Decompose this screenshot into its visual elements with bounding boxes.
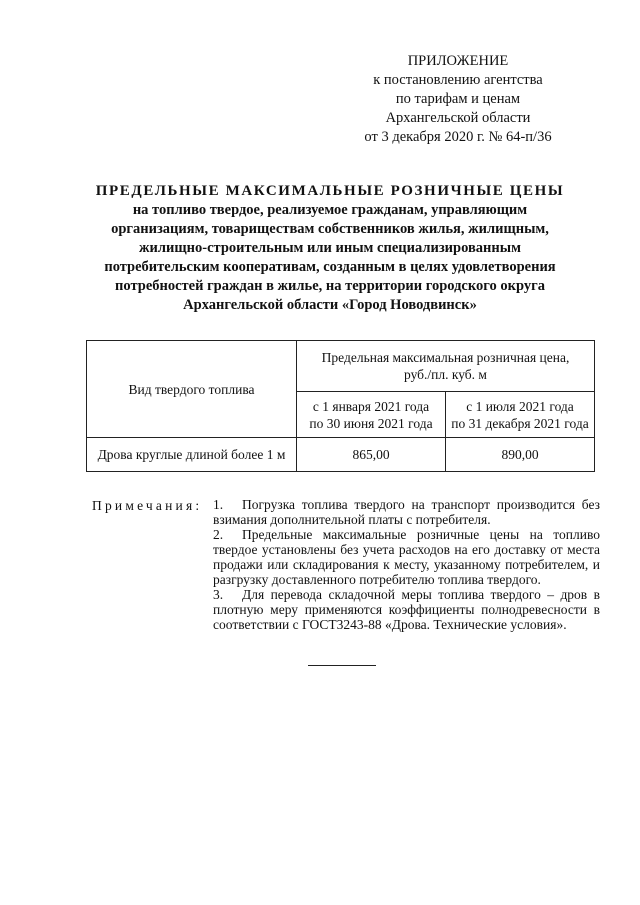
price-cell: 890,00	[446, 438, 595, 472]
end-rule	[308, 665, 376, 666]
document-title	[60, 182, 600, 315]
price-header-line: руб./пл. куб. м	[404, 367, 487, 382]
appendix-line: по тарифам и ценам	[395, 91, 521, 107]
note-item	[213, 497, 600, 527]
note-item	[213, 587, 600, 632]
note-text: Погрузка топлива твердого на транспорт производится без взимания дополнительной платы с потребителя.	[213, 497, 600, 527]
fuel-type-cell: Дрова круглые длиной более 1 м	[87, 438, 297, 472]
period-line: с 1 июля 2021 года	[466, 398, 574, 414]
appendix-date-line: от 3 декабря 2020 г. № 64-п/36	[364, 129, 552, 145]
appendix-line: Архангельской области	[385, 110, 531, 126]
price-table	[86, 340, 595, 472]
price-header	[297, 341, 595, 392]
document-title-line: жилищно-строительным или иным специализированным	[139, 240, 521, 256]
period-line: с 1 января 2021 года	[312, 398, 430, 414]
document-title-line: на топливо твердое, реализуемое гражданам, управляющим	[132, 202, 528, 218]
period-1-header	[297, 392, 446, 438]
document-title-line: потребительским кооперативам, созданным в целях удовлетворения	[104, 259, 556, 275]
document-title-main: ПРЕДЕЛЬНЫЕ МАКСИМАЛЬНЫЕ РОЗНИЧНЫЕ ЦЕНЫ	[95, 183, 565, 199]
period-2-header	[446, 392, 595, 438]
fuel-type-header: Вид твердого топлива	[87, 341, 297, 438]
document-title-line: организациям, товариществам собственников жилья, жилищным,	[111, 221, 549, 237]
note-text: Для перевода складочной меры топлива твердого – дров в плотную меру применяются коэффициенты полнодревесности в соответствии с ГОСТ3243-88 «Дрова. Технические условия».	[213, 587, 600, 632]
note-text: Предельные максимальные розничные цены на топливо твердое установлены без учета расходов на его доставку от места продажи или складирования к месту, указанному потребителем, и разгрузку доставленного потребителю топлива твердого.	[213, 527, 600, 587]
note-item	[213, 527, 600, 587]
notes-list	[213, 497, 600, 632]
note-number: 2.	[213, 527, 224, 542]
note-number: 3.	[213, 587, 224, 602]
document-title-line: Архангельской области «Город Новодвинск»	[183, 297, 477, 313]
appendix-header	[316, 52, 600, 147]
table-header-row	[87, 341, 595, 392]
period-line: по 31 декабря 2021 года	[451, 415, 589, 431]
price-cell: 865,00	[297, 438, 446, 472]
document-title-line: потребностей граждан в жилье, на территории городского округа	[115, 278, 545, 294]
notes-label: Примечания:	[92, 498, 203, 513]
note-number: 1.	[213, 497, 224, 512]
price-header-line: Предельная максимальная розничная цена,	[321, 350, 570, 365]
appendix-title: ПРИЛОЖЕНИЕ	[407, 53, 509, 69]
table-row	[87, 438, 595, 472]
period-line: по 30 июня 2021 года	[309, 415, 433, 431]
appendix-line: к постановлению агентства	[373, 72, 543, 88]
